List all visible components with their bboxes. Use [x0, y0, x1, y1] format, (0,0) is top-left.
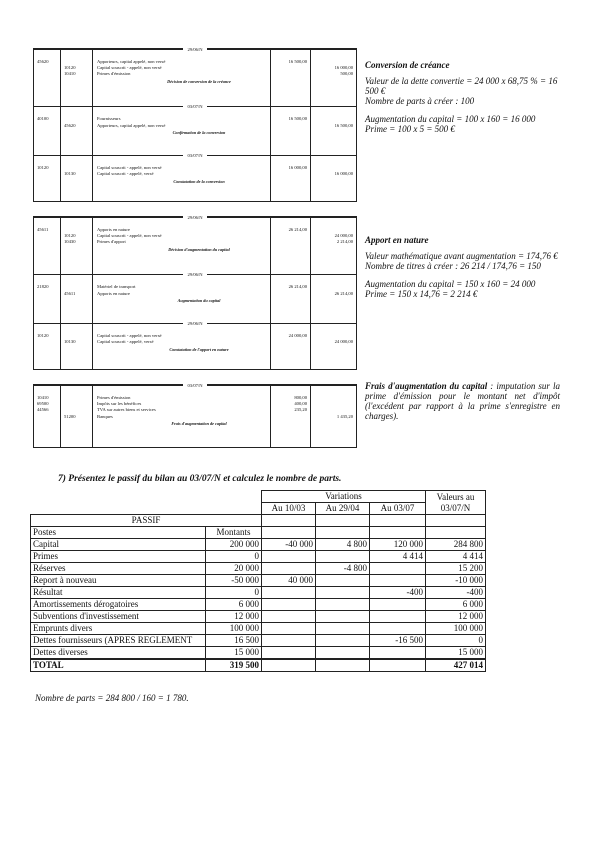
journal-apport-nature — [33, 216, 357, 370]
cell-v2: -4 800 — [316, 563, 370, 575]
account-label: Primes d'apport — [97, 239, 126, 245]
account-label: Apporteurs, capital appelé, non versé — [97, 59, 166, 64]
table-row — [31, 611, 486, 623]
cell-montant: 6 000 — [206, 599, 262, 611]
cell-v1 — [262, 587, 316, 599]
comment-text: : imputation sur la prime d'émission pour le montant net d'impôt (l'excédent par rapport à la prime s'enregistre en charges). — [365, 381, 560, 421]
debit-account: 21820 — [37, 284, 49, 290]
debit-account: 10410 — [37, 395, 49, 400]
comment-conversion-creance — [365, 60, 560, 134]
cell-poste: Report à nouveau — [31, 575, 206, 587]
cell-montant: 200 000 — [206, 539, 262, 551]
cell-v3: -400 — [370, 587, 426, 599]
cell-v1 — [262, 647, 316, 660]
cell-v2 — [316, 623, 370, 635]
cell-v2 — [316, 647, 370, 660]
valeurs-header: Valeurs au 03/07/N — [426, 491, 486, 515]
col-au-03-07: Au 03/07 — [370, 503, 426, 515]
journal-entry — [34, 274, 356, 323]
comment-heading: Frais d'augmentation du capital — [365, 381, 488, 391]
credit-account: 10410 — [64, 71, 76, 77]
table-row — [31, 599, 486, 611]
account-label: Capital souscrit - appelé, non versé — [97, 333, 162, 339]
cell-v3 — [370, 563, 426, 575]
table-row — [31, 587, 486, 599]
account-label: Apporteurs, capital appelé, non versé — [97, 122, 166, 128]
nombre-de-parts: Nombre de parts = 284 800 / 160 = 1 780. — [35, 693, 189, 703]
cell-poste: Subventions d'investissement — [31, 611, 206, 623]
entry-date: 29/06/N — [183, 272, 206, 277]
comment-heading: Conversion de créance — [365, 60, 450, 70]
cell-poste: Dettes diverses — [31, 647, 206, 660]
cell-poste: Emprunts divers — [31, 623, 206, 635]
entry-date: 03/07/N — [183, 153, 206, 158]
credit-amount: 500,00 — [340, 71, 353, 77]
cell-montant: 0 — [206, 551, 262, 563]
montants-header: Montants — [206, 527, 262, 539]
cell-v2 — [316, 587, 370, 599]
cell-val: 0 — [426, 635, 486, 647]
entry-caption: Confirmation de la conversion — [172, 129, 226, 135]
debit-amount: 400,00 — [294, 401, 307, 407]
cell-v3: 4 414 — [370, 551, 426, 563]
cell-v1 — [262, 551, 316, 563]
debit-amount: 24 000,00 — [288, 333, 307, 339]
credit-account: 10120 — [64, 65, 76, 71]
debit-amount: 800,00 — [294, 395, 307, 400]
account-label: Primes d'émission — [97, 71, 131, 77]
credit-amount: 24 000,00 — [334, 339, 353, 345]
journal-frais-augmentation — [33, 384, 357, 448]
account-label: Capital souscrit - appelé, versé — [97, 171, 154, 177]
journal-entry — [34, 106, 356, 155]
cell-v2 — [316, 575, 370, 587]
debit-account: 45611 — [37, 227, 49, 232]
cell-v1: -40 000 — [262, 539, 316, 551]
cell-val: 284 800 — [426, 539, 486, 551]
debit-account: 44566 — [37, 407, 49, 413]
debit-amount: 16 500,00 — [288, 59, 307, 64]
cell-v1: 40 000 — [262, 575, 316, 587]
cell-poste: Primes — [31, 551, 206, 563]
comment-line: Prime = 100 x 5 = 500 € — [365, 124, 455, 134]
comment-frais-augmentation — [365, 381, 560, 421]
table-row — [31, 575, 486, 587]
account-label: Matériel de transport — [97, 284, 136, 290]
account-label: Impôts sur les bénéfices — [97, 401, 142, 407]
entry-date: 03/07/N — [183, 104, 206, 109]
cell-montant: -50 000 — [206, 575, 262, 587]
comment-line: Valeur mathématique avant augmentation = 174,76 € — [365, 251, 558, 261]
cell-v2 — [316, 635, 370, 647]
entry-caption: Augmentation du capital — [177, 297, 221, 303]
cell-v2 — [316, 611, 370, 623]
question-title: 7) Présentez le passif du bilan au 03/07/N et calculez le nombre de parts. — [58, 474, 342, 484]
total-montant: 319 500 — [206, 659, 262, 672]
cell-v2: 4 800 — [316, 539, 370, 551]
credit-amount: 1 435,20 — [336, 413, 353, 419]
debit-account: 45620 — [37, 59, 49, 64]
entry-date: 29/06/N — [183, 47, 206, 52]
col-au-10-03: Au 10/03 — [262, 503, 316, 515]
passif-header: PASSIF — [31, 515, 262, 527]
cell-v1 — [262, 563, 316, 575]
entry-caption: Décision de conversion de la créance — [167, 78, 231, 84]
debit-account: 69500 — [37, 401, 49, 407]
cell-montant: 20 000 — [206, 563, 262, 575]
cell-val: 15 000 — [426, 647, 486, 660]
debit-amount: 235,20 — [294, 407, 307, 413]
comment-line: Prime = 150 x 14,76 = 2 214 € — [365, 289, 478, 299]
table-row — [31, 647, 486, 660]
entry-caption: Constatation de l'apport en nature — [169, 346, 229, 352]
credit-amount: 16 500,00 — [334, 122, 353, 128]
journal-entry — [34, 217, 356, 274]
account-label: Capital souscrit - appelé, versé — [97, 339, 154, 345]
cell-val: -400 — [426, 587, 486, 599]
cell-val: 15 200 — [426, 563, 486, 575]
cell-val: 6 000 — [426, 599, 486, 611]
comment-heading: Apport en nature — [365, 235, 429, 245]
debit-amount: 26 214,00 — [288, 284, 307, 290]
debit-amount: 16 500,00 — [288, 116, 307, 122]
credit-account: 10430 — [64, 239, 76, 245]
cell-montant: 12 000 — [206, 611, 262, 623]
cell-v2 — [316, 599, 370, 611]
journal-conversion-creance — [33, 48, 357, 202]
cell-v1 — [262, 599, 316, 611]
account-label: Fournisseurs — [97, 116, 121, 122]
debit-account: 40100 — [37, 116, 49, 122]
account-label: Capital souscrit - appelé, non versé — [97, 65, 162, 71]
cell-v1 — [262, 611, 316, 623]
cell-montant: 15 000 — [206, 647, 262, 660]
cell-v3: -16 500 — [370, 635, 426, 647]
cell-poste: Dettes fournisseurs (APRES REGLEMENT — [31, 635, 206, 647]
comment-line: Valeur de la dette convertie = 24 000 x 68,75 % = 16 500 € — [365, 76, 558, 96]
cell-v3: 120 000 — [370, 539, 426, 551]
credit-account: 10130 — [64, 339, 76, 345]
debit-amount: 16 000,00 — [288, 165, 307, 171]
debit-amount: 26 214,00 — [288, 227, 307, 232]
table-row — [31, 539, 486, 551]
debit-account: 10120 — [37, 333, 49, 339]
credit-account: 10130 — [64, 171, 76, 177]
journal-entry — [34, 49, 356, 106]
comment-line: Augmentation du capital = 100 x 160 = 16 000 — [365, 114, 536, 124]
col-au-29-04: Au 29/04 — [316, 503, 370, 515]
account-label: Apports en nature — [97, 227, 130, 232]
cell-v3 — [370, 575, 426, 587]
comment-line: Nombre de parts à créer : 100 — [365, 96, 475, 106]
account-label: Banques — [97, 413, 113, 419]
credit-account: 45611 — [64, 290, 76, 296]
entry-caption: Décision d'augmentation du capital — [168, 246, 230, 252]
comment-line: Augmentation du capital = 150 x 160 = 24 000 — [365, 279, 536, 289]
credit-amount: 16 000,00 — [334, 65, 353, 71]
account-label: TVA sur autres biens et services — [97, 407, 156, 413]
credit-account: 51200 — [64, 413, 76, 419]
credit-amount: 24 000,00 — [334, 233, 353, 239]
cell-val: 4 414 — [426, 551, 486, 563]
variations-header: Variations — [262, 491, 426, 503]
journal-entry — [34, 323, 356, 372]
postes-header: Postes — [31, 527, 206, 539]
journal-entry — [34, 385, 356, 448]
cell-poste: Amortissements dérogatoires — [31, 599, 206, 611]
table-row — [31, 623, 486, 635]
comment-line: Nombre de titres à créer : 26 214 / 174,76 = 150 — [365, 261, 541, 271]
credit-account: 45620 — [64, 122, 76, 128]
total-valeur: 427 014 — [426, 659, 486, 672]
cell-val: 100 000 — [426, 623, 486, 635]
credit-amount: 26 214,00 — [334, 290, 353, 296]
cell-val: 12 000 — [426, 611, 486, 623]
cell-v3 — [370, 611, 426, 623]
passif-bilan-table — [30, 490, 486, 672]
cell-v3 — [370, 647, 426, 660]
table-row — [31, 635, 486, 647]
account-label: Primes d'émission — [97, 395, 131, 400]
journal-entry — [34, 155, 356, 204]
credit-amount: 16 000,00 — [334, 171, 353, 177]
comment-apport-nature — [365, 235, 560, 299]
total-label: TOTAL — [31, 659, 206, 672]
cell-montant: 0 — [206, 587, 262, 599]
account-label: Apports en nature — [97, 290, 130, 296]
entry-caption: Constatation de la conversion — [173, 178, 225, 184]
account-label: Capital souscrit - appelé, non versé — [97, 233, 162, 239]
entry-date: 29/06/N — [183, 215, 206, 220]
debit-account: 10120 — [37, 165, 49, 171]
entry-date: 03/07/N — [183, 383, 206, 388]
cell-v3 — [370, 623, 426, 635]
account-label: Capital souscrit - appelé, non versé — [97, 165, 162, 171]
cell-v2 — [316, 551, 370, 563]
entry-date: 29/06/N — [183, 321, 206, 326]
cell-poste: Résultat — [31, 587, 206, 599]
credit-amount: 2 214,00 — [336, 239, 353, 245]
credit-account: 10120 — [64, 233, 76, 239]
cell-poste: Réserves — [31, 563, 206, 575]
cell-v3 — [370, 599, 426, 611]
cell-val: -10 000 — [426, 575, 486, 587]
entry-caption: Frais d'augmentation de capital — [171, 420, 227, 426]
cell-montant: 16 500 — [206, 635, 262, 647]
cell-v1 — [262, 635, 316, 647]
table-row — [31, 563, 486, 575]
cell-montant: 100 000 — [206, 623, 262, 635]
cell-v1 — [262, 623, 316, 635]
cell-poste: Capital — [31, 539, 206, 551]
table-row — [31, 551, 486, 563]
